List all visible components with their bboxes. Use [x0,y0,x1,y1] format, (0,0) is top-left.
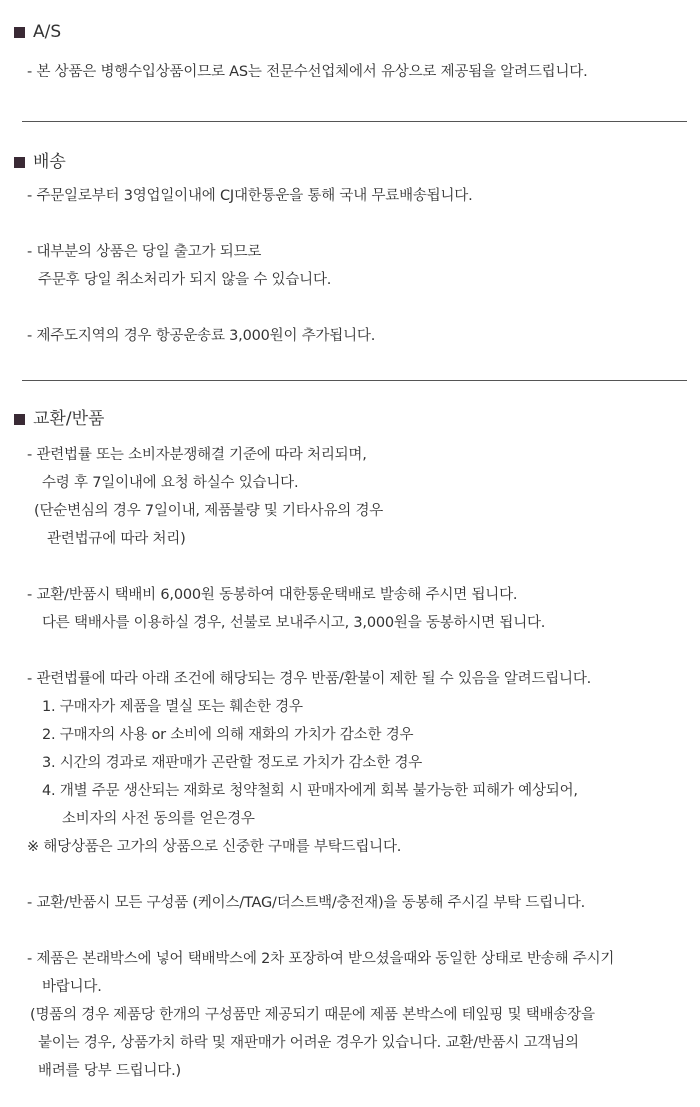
section-title: 배송 [33,152,66,172]
list-item: 4. 개별 주문 생산되는 재화로 청약철회 시 판매자에게 회복 불가능한 피해가 예상되어, [42,783,578,799]
info-line: - 관련법률 또는 소비자분쟁해결 기준에 따라 처리되며, [27,447,367,463]
notice-line: ※ 해당상품은 고가의 상품으로 신중한 구매를 부탁드립니다. [27,839,402,855]
info-line: - 본 상품은 병행수입상품이므로 AS는 전문수선업체에서 유상으로 제공됨을 알려드립니다. [27,64,588,80]
info-line: (단순변심의 경우 7일이내, 제품불량 및 기타사유의 경우 [34,503,384,519]
info-line: 주문후 당일 취소처리가 되지 않을 수 있습니다. [38,272,332,288]
info-line: - 주문일로부터 3영업일이내에 CJ대한통운을 통해 국내 무료배송됩니다. [27,188,473,204]
info-line: - 교환/반품시 모든 구성품 (케이스/TAG/더스트백/충전재)을 동봉해 주시길 부탁 드립니다. [27,895,586,911]
list-item: 3. 시간의 경과로 재판매가 곤란할 정도로 가치가 감소한 경우 [42,755,423,771]
section-heading-as [14,21,61,43]
section-heading-exchange [14,408,104,430]
square-bullet-icon [14,27,25,38]
info-line: (명품의 경우 제품당 한개의 구성품만 제공되기 때문에 제품 본박스에 테잎핑 및 택배송장을 [30,1007,595,1023]
list-item: 2. 구매자의 사용 or 소비에 의해 재화의 가치가 감소한 경우 [42,727,414,743]
section-heading-delivery [14,151,66,173]
list-item: 소비자의 사전 동의를 얻은경우 [62,811,255,827]
list-item: 1. 구매자가 제품을 멸실 또는 훼손한 경우 [42,699,303,715]
info-line: 배려를 당부 드립니다.) [38,1063,181,1079]
info-line: 바랍니다. [42,979,102,995]
info-line: - 교환/반품시 택배비 6,000원 동봉하여 대한통운택배로 발송해 주시면 됩니다. [27,587,518,603]
info-line: - 제품은 본래박스에 넣어 택배박스에 2차 포장하여 받으셨을때와 동일한 상태로 반송해 주시기 [27,951,615,967]
divider [22,380,687,381]
info-line: 붙이는 경우, 상품가치 하락 및 재판매가 어려운 경우가 있습니다. 교환/반품시 고객님의 [38,1035,579,1051]
info-line: 관련법규에 따라 처리) [47,531,186,547]
info-line: - 제주도지역의 경우 항공운송료 3,000원이 추가됩니다. [27,328,376,344]
divider [22,121,687,122]
square-bullet-icon [14,157,25,168]
info-line: 다른 택배사를 이용하실 경우, 선불로 보내주시고, 3,000원을 동봉하시면 됩니다. [42,615,546,631]
info-line: - 관련법률에 따라 아래 조건에 해당되는 경우 반품/환불이 제한 될 수 있음을 알려드립니다. [27,671,592,687]
info-line: 수령 후 7일이내에 요청 하실수 있습니다. [42,475,299,491]
info-line: - 대부분의 상품은 당일 출고가 되므로 [27,244,262,260]
square-bullet-icon [14,414,25,425]
section-title: A/S [33,22,62,42]
section-title: 교환/반품 [33,409,105,429]
